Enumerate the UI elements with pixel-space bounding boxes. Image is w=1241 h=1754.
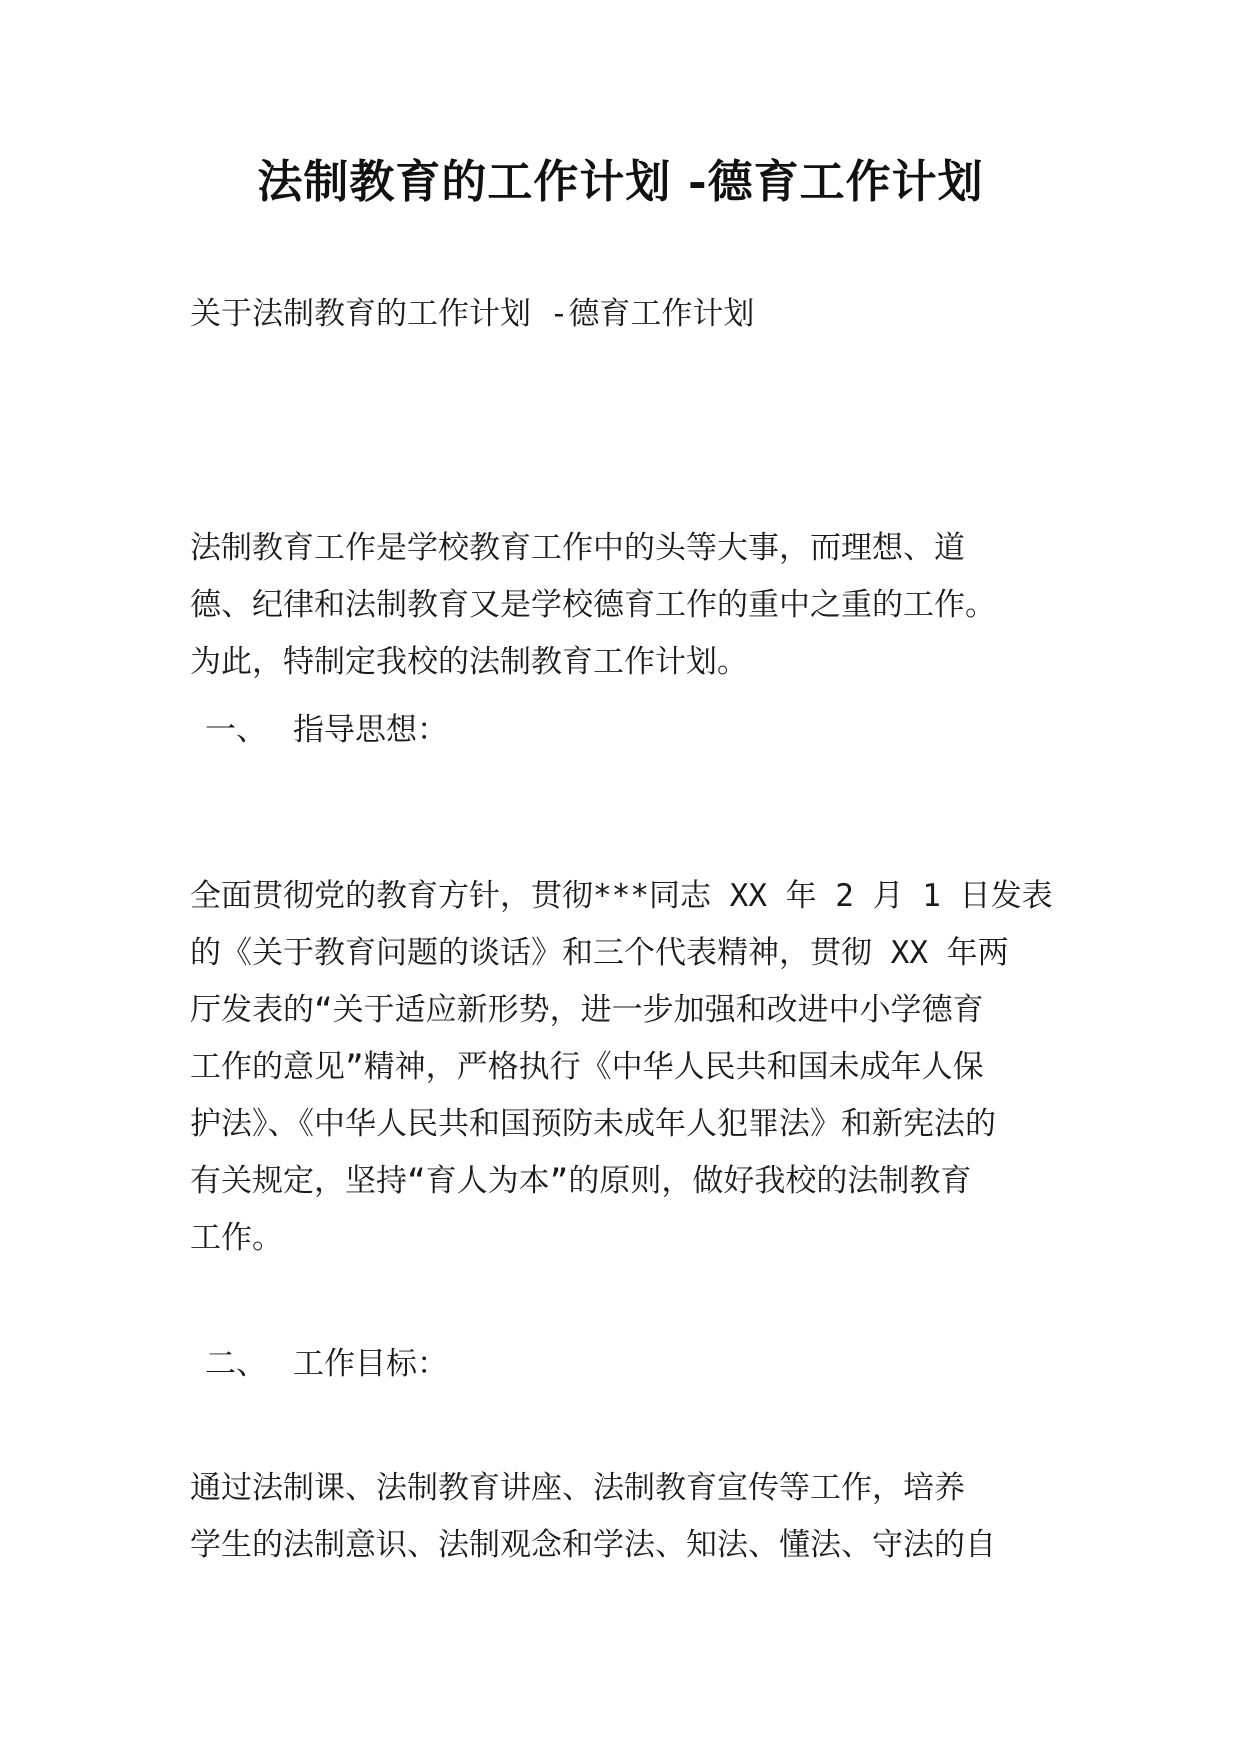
paragraph-line: 厅发表的“关于适应新形势，进一步加强和改进中小学德育 — [190, 992, 984, 1028]
paragraph-line: 护法》、《中华人民共和国预防未成年人犯罪法》和新宪法的 — [190, 1106, 996, 1142]
paragraph-line: 学生的法制意识、法制观念和学法、知法、懂法、守法的自 — [190, 1527, 996, 1563]
paragraph-line: 全面贯彻党的教育方针，贯彻***同志 XX 年 2 月 1 日发表 — [190, 878, 1053, 914]
section-heading-label: 工作目标： — [293, 1346, 448, 1382]
intro-paragraph — [190, 520, 1060, 691]
paragraph-line: 通过法制课、法制教育讲座、法制教育宣传等工作，培养 — [190, 1470, 965, 1506]
paragraph-line: 工作。 — [190, 1220, 283, 1256]
intro-line: 德、纪律和法制教育又是学校德育工作的重中之重的工作。 — [190, 587, 996, 623]
intro-line: 为此，特制定我校的法制教育工作计划。 — [190, 644, 748, 680]
document-subtitle: 关于法制教育的工作计划 -德育工作计划 — [190, 296, 755, 332]
section-number: 一、 — [205, 712, 267, 748]
section-heading-guiding-ideology — [205, 708, 448, 752]
paragraph-line: 的《关于教育问题的谈话》和三个代表精神，贯彻 XX 年两 — [190, 935, 1009, 971]
intro-line: 法制教育工作是学校教育工作中的头等大事，而理想、道 — [190, 530, 965, 566]
document-title: 法制教育的工作计划 -德育工作计划 — [257, 155, 984, 208]
section-number: 二、 — [205, 1346, 267, 1382]
paragraph-line: 有关规定，坚持“育人为本”的原则，做好我校的法制教育 — [190, 1163, 972, 1199]
section-heading-label: 指导思想： — [293, 712, 448, 748]
section-heading-work-goals — [205, 1342, 448, 1386]
guiding-ideology-paragraph — [190, 868, 1060, 1267]
paragraph-line: 工作的意见”精神，严格执行《中华人民共和国未成年人保 — [190, 1049, 984, 1085]
work-goals-paragraph — [190, 1460, 1060, 1574]
